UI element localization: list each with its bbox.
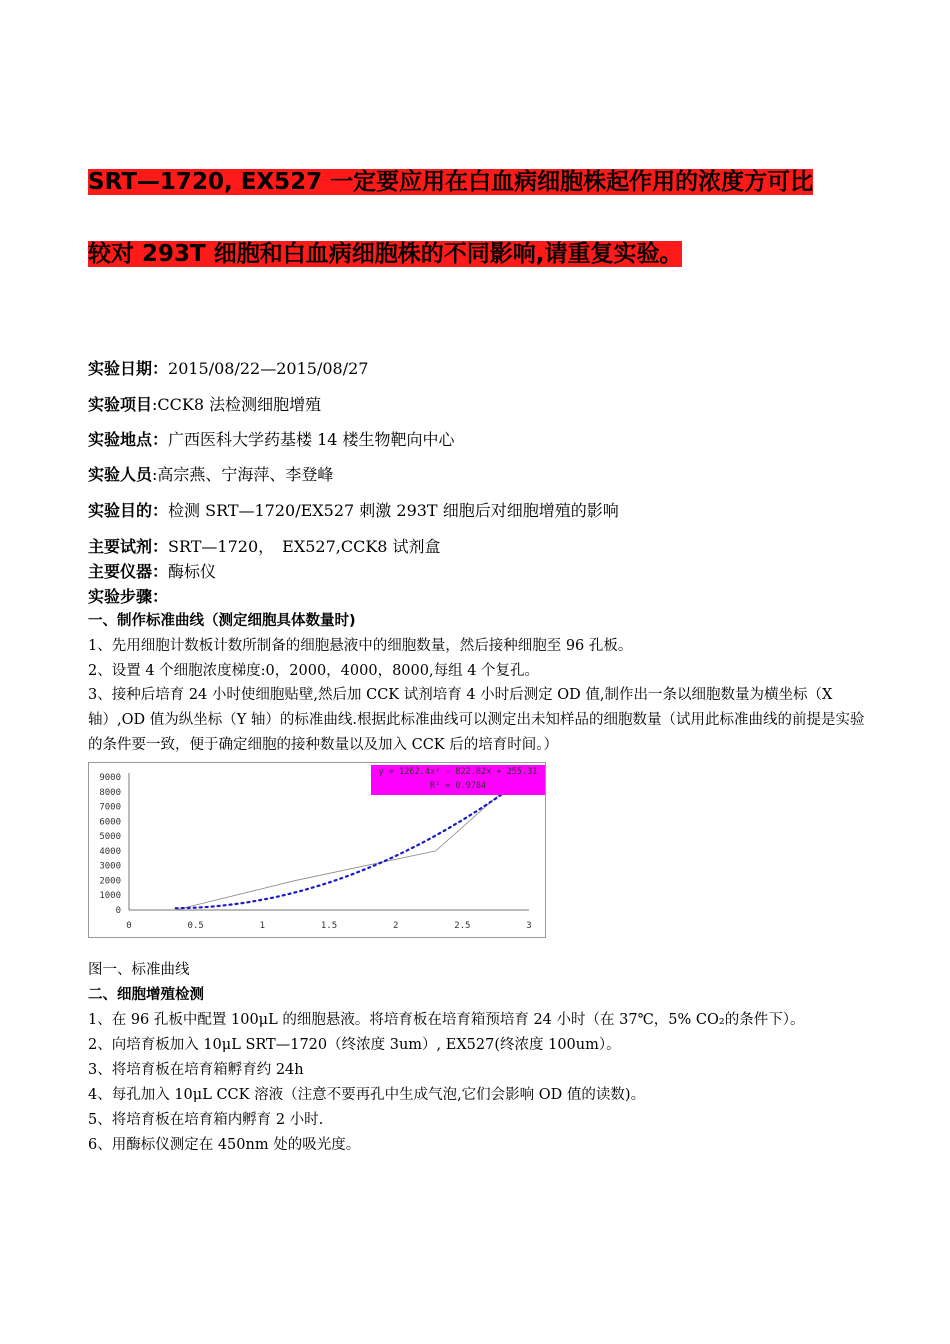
y-tick-label: 2000: [99, 876, 121, 887]
y-tick-label: 0: [115, 906, 121, 916]
figure-caption: 图一、标准曲线: [88, 962, 190, 978]
y-tick-label: 7000: [99, 802, 121, 813]
y-tick-label: 8000: [99, 787, 121, 798]
section2-title: 二、细胞增殖检测: [88, 987, 204, 1003]
x-tick-label: 2: [392, 921, 399, 931]
y-tick-label: 5000: [99, 832, 121, 843]
y-tick-label: 1000: [99, 891, 121, 902]
headline-line-1: SRT—1720, EX527 一定要应用在白血病细胞株起作用的浓度方可比: [88, 169, 814, 195]
headline-line-2: 较对 293T 细胞和白血病细胞株的不同影响,请重复实验。: [88, 241, 683, 267]
trendline-curve: [176, 794, 503, 908]
x-tick-label: 2.5: [454, 921, 471, 931]
x-tick-label: 0: [126, 921, 132, 931]
y-tick-label: 6000: [99, 817, 121, 828]
meta-instrument: 主要仪器：酶标仪: [88, 562, 217, 581]
x-tick-label: 1.5: [320, 921, 338, 931]
standard-curve-chart: [88, 762, 546, 938]
x-tick-label: 3: [526, 921, 532, 931]
meta-steps: 实验步骤：: [88, 587, 169, 606]
section1-title: 一、制作标准曲线（测定细胞具体数量时): [88, 613, 356, 629]
x-tick-label: 0.5: [187, 921, 204, 931]
meta-reagent: 主要试剂：SRT—1720， EX527,CCK8 试剂盒: [88, 537, 441, 556]
y-tick-label: 4000: [99, 846, 121, 857]
y-tick-label: 9000: [99, 773, 121, 783]
section2-step-6: 6、用酶标仪测定在 450nm 处的吸光度。: [88, 1137, 361, 1153]
trendline-equation: y = 1262.4x² - 822.82x + 255.31: [378, 767, 538, 777]
trendline-equation-box: [371, 765, 545, 795]
y-tick-label: 3000: [99, 861, 121, 872]
data-series-line: [176, 792, 503, 910]
section2-step-4: 4、每孔加入 10μL CCK 溶液（注意不要再孔中生成气泡,它们会影响 OD 值的读数)。: [88, 1087, 646, 1103]
meta-date: 实验日期：2015/08/22—2015/08/27: [88, 359, 369, 378]
section1-step-1: 1、先用细胞计数板计数所制备的细胞悬液中的细胞数量，然后接种细胞至 96 孔板。: [88, 638, 633, 654]
meta-site: 实验地点：广西医科大学药基楼 14 楼生物靶向中心: [88, 430, 455, 449]
section2-step-2: 2、向培育板加入 10μL SRT—1720（终浓度 3um）, EX527(终浓度 100um）。: [88, 1037, 621, 1053]
meta-project: 实验项目:CCK8 法检测细胞增殖: [88, 395, 322, 414]
section2-step-3: 3、将培育板在培育箱孵育约 24h: [88, 1062, 304, 1078]
section2-step-5: 5、将培育板在培育箱内孵育 2 小时.: [88, 1112, 324, 1128]
meta-staff: 实验人员:高宗燕、宁海萍、李登峰: [88, 465, 334, 484]
x-tick-label: 1: [259, 921, 266, 931]
section2-step-1: 1、在 96 孔板中配置 100μL 的细胞悬液。将培育板在培育箱预培育 24 小时（在 37℃，5% CO₂的条件下）。: [88, 1012, 805, 1028]
trendline-r-squared: R² = 0.9784: [429, 781, 487, 791]
section1-step-2: 2、设置 4 个细胞浓度梯度:0，2000，4000，8000,每组 4 个复孔。: [88, 663, 540, 679]
meta-purpose: 实验目的：检测 SRT—1720/EX527 刺激 293T 细胞后对细胞增殖的影响: [88, 501, 619, 520]
section1-step-3: 3、接种后培育 24 小时使细胞贴壁,然后加 CCK 试剂培育 4 小时后测定 OD 值,制作出一条以细胞数量为横坐标（X 轴）,OD 值为纵坐标（Y 轴）的标准曲线.根据此标准曲线可以测定出未知样品的细胞数量（试用此标准曲线的前提是实验的条件要一致，便于确定细胞的接种数量以及加入 CCK 后的培育时间。）: [88, 687, 865, 753]
